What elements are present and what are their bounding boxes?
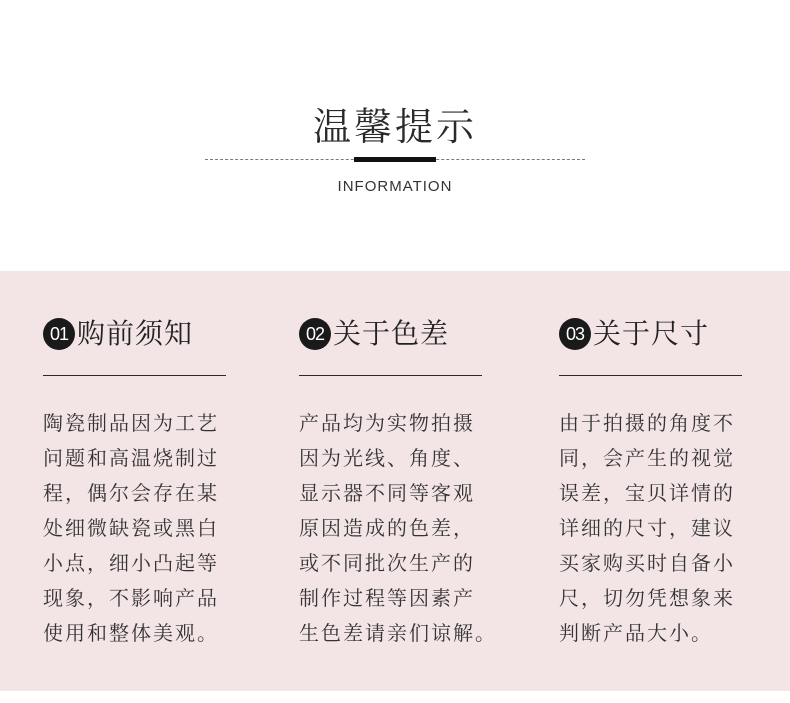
section-body-line: 原因造成的色差， [299, 516, 475, 540]
title-accent-bar [354, 157, 436, 162]
section-body-line: 现象，不影响产品 [43, 586, 219, 610]
section-body-line: 详细的尺寸，建议 [559, 516, 735, 540]
section-heading [559, 316, 709, 352]
section-divider [559, 375, 742, 376]
page-subtitle: INFORMATION [337, 178, 453, 195]
section-body-line: 小点，细小凸起等 [43, 551, 219, 575]
section-body-line: 制作过程等因素产 [299, 586, 475, 610]
section-title: 关于尺寸 [593, 317, 710, 350]
section-body-line: 处细微缺瓷或黑白 [43, 516, 219, 540]
section-title: 购前须知 [77, 317, 194, 350]
section-body-line: 显示器不同等客观 [299, 481, 475, 505]
section-title: 关于色差 [333, 317, 450, 350]
section-body-line: 或不同批次生产的 [299, 551, 475, 575]
section-body-line: 问题和高温烧制过 [43, 446, 219, 470]
section-body-line: 使用和整体美观。 [43, 621, 219, 645]
section-body-line: 判断产品大小。 [559, 621, 713, 645]
section-number-badge: 01 [43, 318, 75, 350]
section-number-badge: 02 [299, 318, 331, 350]
section-body-line: 误差，宝贝详情的 [559, 481, 735, 505]
section-body-line: 产品均为实物拍摄 [299, 411, 475, 435]
page-title: 温馨提示 [312, 105, 477, 149]
section-number-badge: 03 [559, 318, 591, 350]
section-body-line: 程，偶尔会存在某 [43, 481, 219, 505]
section-heading [43, 316, 193, 352]
section-body [43, 406, 233, 651]
section-heading [299, 316, 449, 352]
section-body-line: 同，会产生的视觉 [559, 446, 735, 470]
section-body-line: 由于拍摄的角度不 [559, 411, 735, 435]
header-section [0, 0, 790, 271]
section-body-line: 陶瓷制品因为工艺 [43, 411, 219, 435]
section-body-line: 尺，切勿凭想象来 [559, 586, 735, 610]
section-divider [43, 375, 226, 376]
section-body [299, 406, 497, 651]
section-divider [299, 375, 482, 376]
info-panel [0, 271, 790, 691]
section-body-line: 生色差请亲们谅解。 [299, 621, 497, 645]
section-body [559, 406, 749, 651]
section-body-line: 买家购买时自备小 [559, 551, 735, 575]
section-body-line: 因为光线、角度、 [299, 446, 475, 470]
